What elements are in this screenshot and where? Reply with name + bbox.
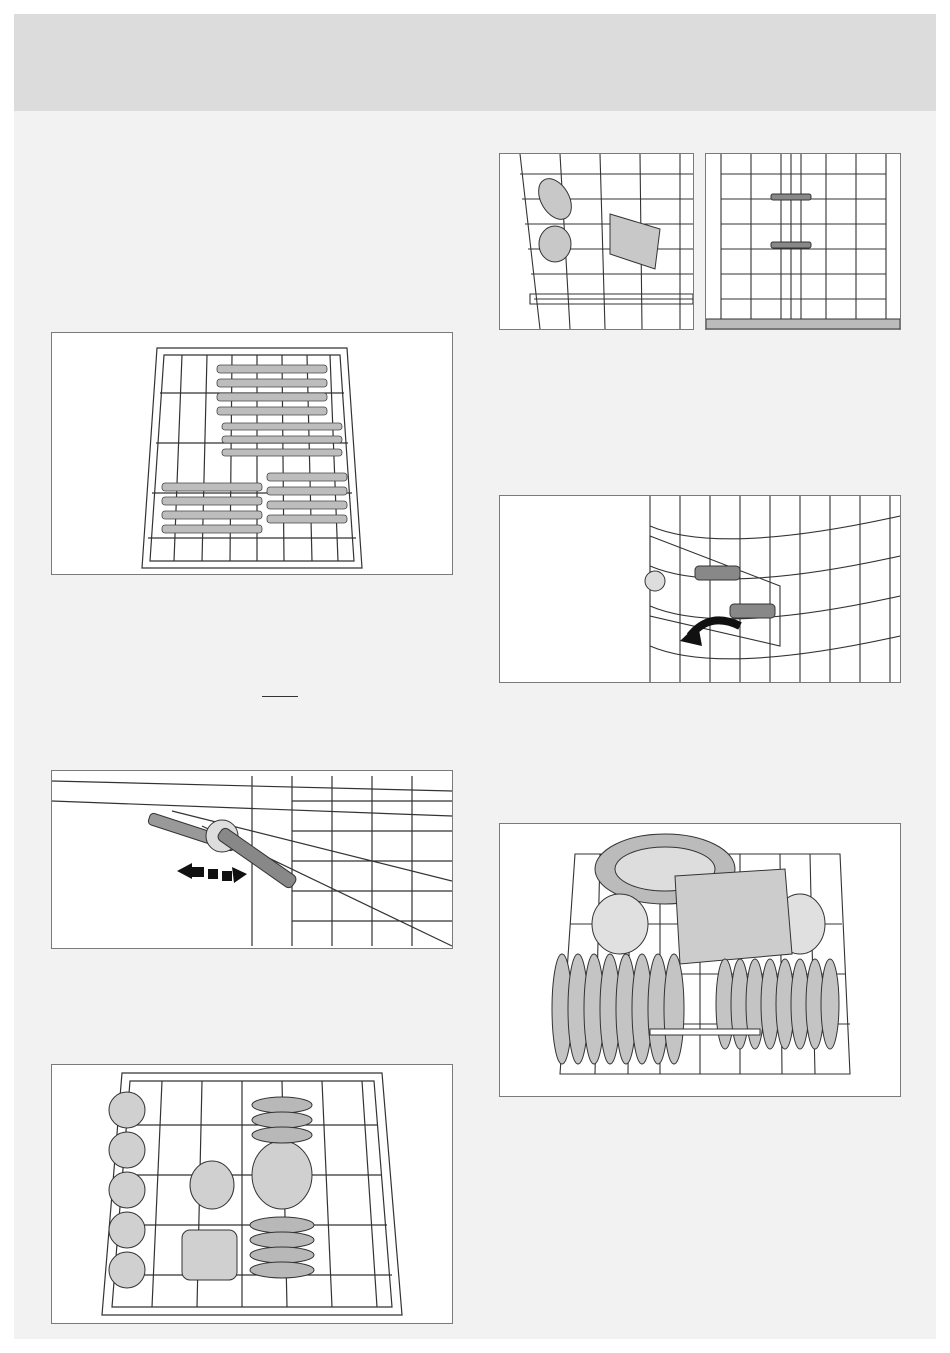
lower-basket-loaded-figure	[499, 823, 901, 1097]
header-band	[14, 14, 936, 111]
underline-mark	[262, 696, 298, 697]
lever-rotate-illustration	[52, 771, 452, 948]
glass-holder-right-figure	[705, 153, 901, 330]
cutlery-tray-figure	[51, 332, 453, 575]
glass-holder-left-figure	[499, 153, 694, 330]
cutlery-tray-illustration	[52, 333, 452, 574]
upper-basket-loaded-figure	[51, 1064, 453, 1324]
glass-holder-folded-illustration	[706, 154, 900, 329]
glass-holder-illustration	[500, 154, 693, 329]
upper-basket-illustration	[52, 1065, 452, 1323]
upper-basket-adjust-lever-figure	[51, 770, 453, 949]
height-handle-illustration	[500, 496, 900, 682]
basket-height-handle-figure	[499, 495, 901, 683]
lower-basket-illustration	[500, 824, 900, 1096]
